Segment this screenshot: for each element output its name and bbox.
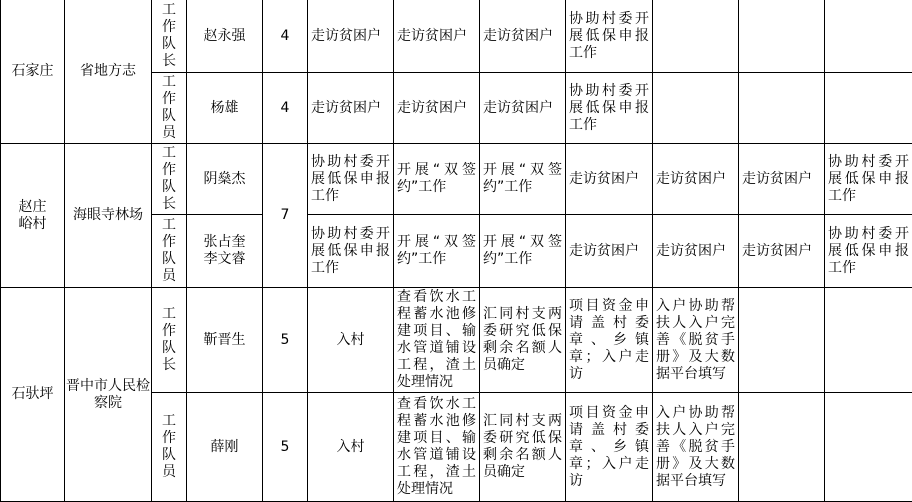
name-cell [186,0,263,73]
name-cell [186,287,263,393]
unit-cell-text: 晋中市人民检察院 [66,377,150,411]
task-cell [307,72,394,144]
role-cell-text: 工作队员 [162,413,176,480]
unit-cell-text: 海眼寺林场 [73,207,143,223]
role-cell-text: 工作队长 [162,2,176,69]
task-cell [393,72,480,144]
unit-cell [64,287,152,502]
name-cell [186,143,263,215]
role-cell-text: 工作队员 [162,217,176,284]
task-cell-text: 协助村委开展低保申报工作 [828,153,909,204]
task-cell-text: 开展“双签约”工作 [483,234,562,267]
task-cell [393,214,480,288]
task-cell-text: 入户协助帮扶人入户完善《脱贫手册》及大数据平台填写 [656,297,735,382]
task-cell [393,143,480,215]
name-cell-text: 赵永强 [203,27,246,44]
task-cell [738,214,825,288]
task-cell [479,0,566,73]
task-cell [307,214,394,288]
task-cell-text: 走访贫困户 [397,99,467,116]
task-cell-text: 协助村委开展低保申报工作 [311,153,390,204]
task-cell [824,214,912,288]
task-cell [307,0,394,73]
task-cell [738,0,825,73]
task-cell-text: 开展“双签约”工作 [397,234,476,267]
task-cell-text: 走访贫困户 [656,242,726,259]
name-cell-text: 杨雄 [210,99,239,116]
days-cell [262,392,308,502]
task-cell-text: 开展“双签约”工作 [483,162,562,195]
role-cell-text: 工作队长 [162,145,176,212]
task-cell-text: 协助村委开展低保申报工作 [569,82,649,133]
task-cell [307,287,394,393]
task-cell [824,0,912,73]
task-cell-text: 入村 [336,331,365,348]
days-cell [262,143,308,288]
village-cell [0,143,65,288]
role-cell [151,0,187,73]
task-cell-text: 入村 [336,438,365,455]
task-cell [652,72,739,144]
days-cell [262,287,308,393]
task-cell [652,392,739,502]
task-cell [738,392,825,502]
role-cell [151,214,187,288]
role-cell [151,287,187,393]
task-cell [652,287,739,393]
task-cell-text: 走访贫困户 [397,27,467,44]
task-cell [565,287,653,393]
task-cell-text: 走访贫困户 [742,170,812,187]
unit-cell [64,0,152,144]
village-cell-text: 石驮坪 [11,386,54,402]
task-cell-text: 开展“双签约”工作 [397,162,476,195]
unit-cell [64,143,152,288]
task-cell-text: 走访贫困户 [311,27,381,44]
task-cell-text: 协助村委开展低保申报工作 [828,225,909,276]
name-cell-text: 靳晋生 [203,331,246,348]
task-cell-text: 走访贫困户 [483,99,553,116]
unit-cell-text: 省地方志 [80,63,136,79]
task-cell [393,392,480,502]
days-cell-text: 4 [280,99,290,116]
task-cell-text: 汇同村支两委研究低保剩余名额人员确定 [483,413,562,480]
task-cell [824,143,912,215]
task-cell-text: 走访贫困户 [569,170,639,187]
role-cell [151,392,187,502]
village-cell-text: 赵庄峪村 [18,198,47,232]
name-cell-text: 薛刚 [210,438,239,455]
name-cell-text: 阴燊杰 [203,170,246,187]
name-cell [186,72,263,144]
days-cell-text: 4 [280,27,290,44]
name-cell [186,392,263,502]
task-cell-text: 入户协助帮扶人入户完善《脱贫手册》及大数据平台填写 [656,404,735,489]
task-cell [565,0,653,73]
days-cell-text: 7 [280,207,290,223]
name-cell [186,214,263,288]
task-cell-text: 项目资金申请盖村委章、乡镇章；入户走访 [569,297,649,382]
task-cell [479,143,566,215]
task-cell [307,392,394,502]
days-cell-text: 5 [280,438,290,455]
village-cell [0,287,65,502]
task-cell [824,287,912,393]
task-cell-text: 走访贫困户 [311,99,381,116]
name-cell-text: 张占奎 李文睿 [203,234,246,267]
task-cell-text: 协助村委开展低保申报工作 [569,10,649,61]
task-cell [393,0,480,73]
village-cell [0,0,65,144]
task-cell [479,392,566,502]
task-cell [738,143,825,215]
role-cell [151,72,187,144]
task-cell-text: 走访贫困户 [742,242,812,259]
task-cell [738,287,825,393]
task-cell [479,72,566,144]
days-cell [262,0,308,73]
task-cell-text: 协助村委开展低保申报工作 [311,225,390,276]
task-cell [393,287,480,393]
days-cell-text: 5 [280,331,290,348]
task-cell-text: 走访贫困户 [656,170,726,187]
task-cell [565,143,653,215]
task-cell [738,72,825,144]
task-cell-text: 项目资金申请盖村委章、乡镇章；入户走访 [569,404,649,489]
role-cell [151,143,187,215]
task-cell-text: 汇同村支两委研究低保剩余名额人员确定 [483,306,562,373]
task-cell [652,214,739,288]
task-cell [479,214,566,288]
role-cell-text: 工作队员 [162,74,176,141]
village-cell-text: 石家庄 [11,63,54,79]
task-cell [565,72,653,144]
task-cell-text: 查看饮水工程蓄水池修建项目、输水管道铺设工程，渣土处理情况 [397,396,476,497]
task-cell-text: 走访贫困户 [569,242,639,259]
task-cell-text: 走访贫困户 [483,27,553,44]
task-cell [652,143,739,215]
role-cell-text: 工作队长 [162,306,176,373]
task-cell [652,0,739,73]
task-cell [565,214,653,288]
task-cell [824,392,912,502]
task-cell-text: 查看饮水工程蓄水池修建项目、输水管道铺设工程，渣土处理情况 [397,289,476,390]
task-cell [307,143,394,215]
task-cell [824,72,912,144]
task-cell [565,392,653,502]
days-cell [262,72,308,144]
task-cell [479,287,566,393]
